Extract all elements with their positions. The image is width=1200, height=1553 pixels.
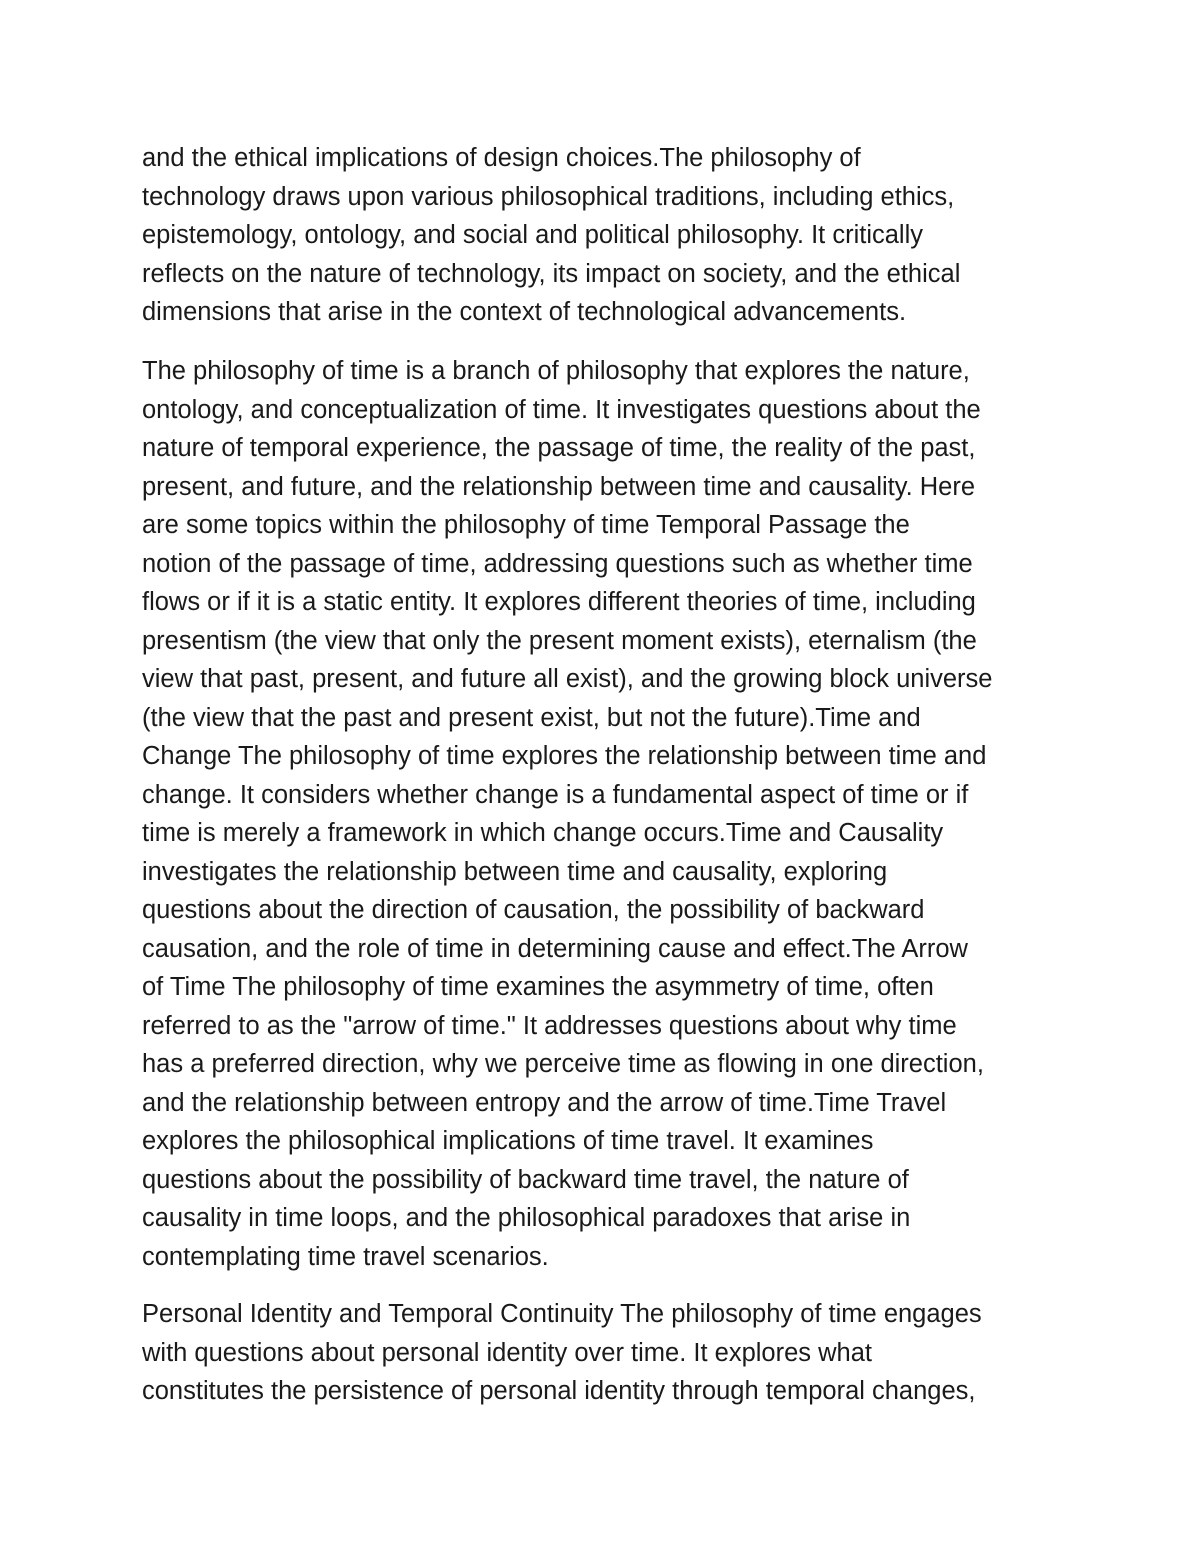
text-line: view that past, present, and future all exist), and the growing block universe: [142, 665, 993, 693]
paragraph-technology-philosophy: [142, 139, 1072, 332]
text-line: ontology, and conceptualization of time. It investigates questions about the: [142, 395, 981, 424]
text-line: Personal Identity and Temporal Continuity The philosophy of time engages: [142, 1300, 982, 1328]
text-line: Change The philosophy of time explores the relationship between time and: [142, 742, 987, 770]
text-line: with questions about personal identity over time. It explores what: [142, 1338, 872, 1367]
text-line: change. It considers whether change is a fundamental aspect of time or if: [142, 780, 969, 809]
text-line: present, and future, and the relationship between time and causality. Here: [142, 472, 976, 501]
text-line: time is merely a framework in which change occurs.Time and Causality: [142, 819, 944, 847]
text-line: questions about the direction of causation, the possibility of backward: [142, 896, 925, 924]
text-line: of Time The philosophy of time examines the asymmetry of time, often: [142, 973, 934, 1001]
text-line: dimensions that arise in the context of technological advancements.: [142, 298, 907, 326]
text-line: reflects on the nature of technology, its impact on society, and the ethical: [142, 259, 961, 288]
text-line: technology draws upon various philosophical traditions, including ethics,: [142, 182, 955, 211]
paragraph-philosophy-of-time: [142, 352, 1072, 1276]
text-line: The philosophy of time is a branch of philosophy that explores the nature,: [142, 357, 970, 385]
text-line: causation, and the role of time in determining cause and effect.The Arrow: [142, 934, 968, 963]
paragraph-personal-identity: [142, 1295, 1072, 1411]
text-line: constitutes the persistence of personal identity through temporal changes,: [142, 1377, 976, 1405]
text-line: has a preferred direction, why we perceive time as flowing in one direction,: [142, 1050, 984, 1078]
text-line: causality in time loops, and the philosophical paradoxes that arise in: [142, 1204, 911, 1232]
text-line: and the ethical implications of design choices.The philosophy of: [142, 144, 861, 172]
text-line: are some topics within the philosophy of time Temporal Passage the: [142, 511, 910, 539]
text-line: nature of temporal experience, the passage of time, the reality of the past,: [142, 434, 976, 462]
text-line: and the relationship between entropy and the arrow of time.Time Travel: [142, 1088, 947, 1117]
text-line: explores the philosophical implications of time travel. It examines: [142, 1127, 874, 1155]
text-line: presentism (the view that only the present moment exists), eternalism (the: [142, 626, 977, 655]
text-line: notion of the passage of time, addressing questions such as whether time: [142, 549, 973, 578]
text-line: questions about the possibility of backward time travel, the nature of: [142, 1165, 909, 1194]
text-line: (the view that the past and present exist, but not the future).Time and: [142, 703, 921, 732]
text-line: investigates the relationship between time and causality, exploring: [142, 857, 888, 886]
text-line: epistemology, ontology, and social and political philosophy. It critically: [142, 221, 923, 249]
text-line: contemplating time travel scenarios.: [142, 1242, 549, 1271]
text-line: referred to as the "arrow of time." It addresses questions about why time: [142, 1011, 957, 1040]
text-line: flows or if it is a static entity. It explores different theories of time, including: [142, 588, 976, 616]
